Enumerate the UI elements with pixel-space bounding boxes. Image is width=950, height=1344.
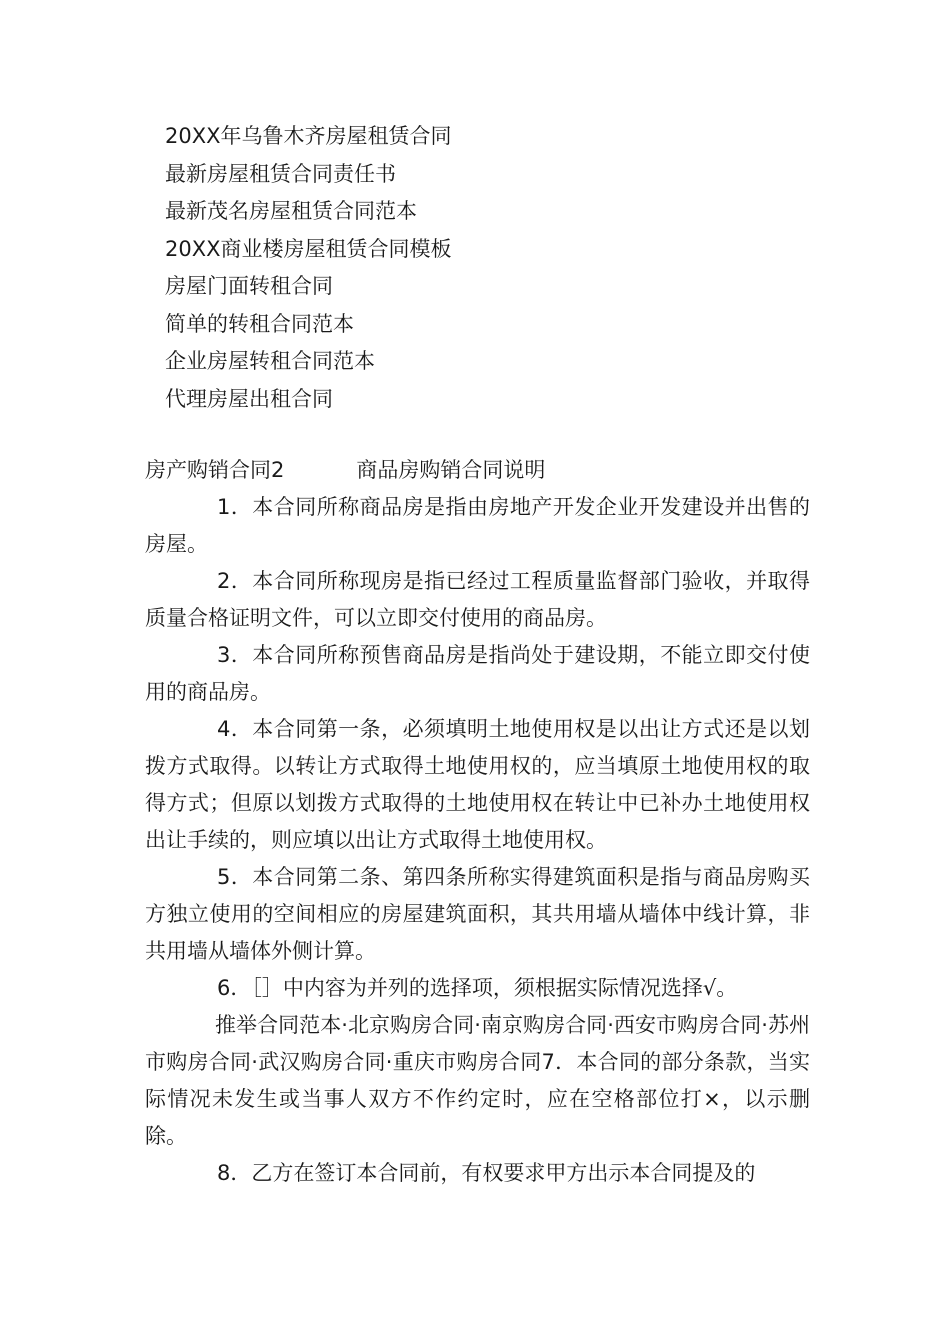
paragraph: 1．本合同所称商品房是指由房地产开发企业开发建设并出售的房屋。 bbox=[145, 495, 810, 556]
list-item: 简单的转租合同范本 bbox=[165, 311, 354, 336]
list-item: 企业房屋转租合同范本 bbox=[165, 349, 375, 373]
section-heading-left: 房产购销合同2 bbox=[145, 458, 285, 482]
section-heading-right: 商品房购销合同说明 bbox=[356, 458, 546, 482]
paragraph: 4．本合同第一条，必须填明土地使用权是以出让方式还是以划拨方式取得。以转让方式取得土地使用权的，应当填原土地使用权的取得方式；但原以划拨方式取得的土地使用权在转让中已补办土地使用权出让手续的，则应填以出让方式取得土地使用权。 bbox=[145, 717, 810, 852]
paragraph: 3．本合同所称预售商品房是指尚处于建设期，不能立即交付使用的商品房。 bbox=[145, 643, 810, 704]
contract-notes bbox=[145, 489, 810, 1192]
paragraph: 2．本合同所称现房是指已经过工程质量监督部门验收，并取得质量合格证明文件，可以立即交付使用的商品房。 bbox=[145, 569, 810, 630]
list-item: 最新房屋租赁合同责任书 bbox=[165, 161, 396, 186]
section-heading bbox=[145, 452, 545, 488]
paragraph: 6．［］中内容为并列的选择项，须根据实际情况选择√。 bbox=[217, 976, 738, 1000]
list-item: 最新茂名房屋租赁合同范本 bbox=[165, 199, 417, 223]
paragraph: 5．本合同第二条、第四条所称实得建筑面积是指与商品房购买方独立使用的空间相应的房屋建筑面积，其共用墙从墙体中线计算，非共用墙从墙体外侧计算。 bbox=[145, 865, 810, 963]
list-item: 20XX商业楼房屋租赁合同模板 bbox=[165, 236, 452, 261]
paragraph: 8．乙方在签订本合同前，有权要求甲方出示本合同提及的 bbox=[217, 1161, 756, 1185]
list-item: 代理房屋出租合同 bbox=[165, 386, 333, 411]
list-item: 20XX年乌鲁木齐房屋租赁合同 bbox=[165, 124, 452, 148]
list-item: 房屋门面转租合同 bbox=[165, 274, 333, 298]
paragraph: 推举合同范本·北京购房合同·南京购房合同·西安市购房合同·苏州市购房合同·武汉购房合同·重庆市购房合同7．本合同的部分条款，当实际情况未发生或当事人双方不作约定时，应在空格部位打×，以示删除。 bbox=[145, 1013, 810, 1148]
related-contracts-list bbox=[165, 118, 452, 418]
